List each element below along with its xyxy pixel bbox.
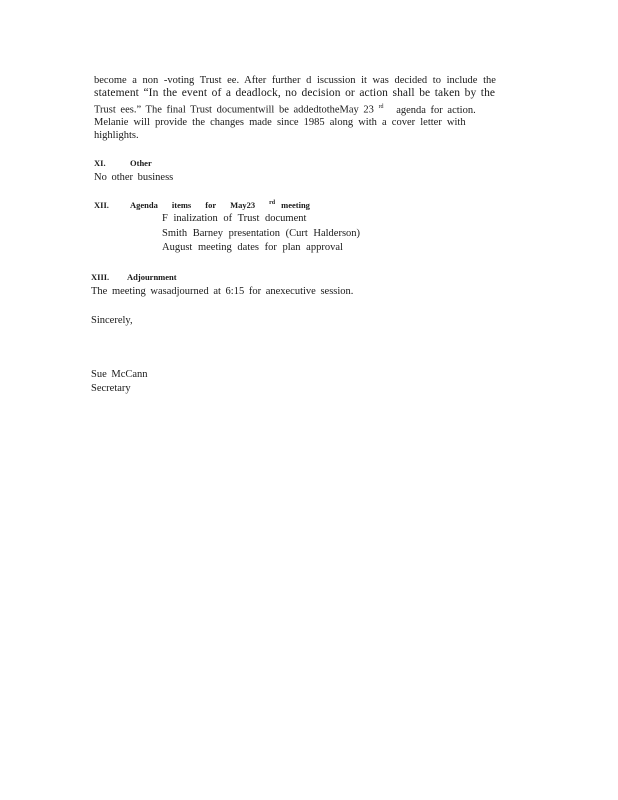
signatory-title: Secretary [91, 383, 131, 394]
paragraph-line-5: highlights. [94, 130, 139, 141]
section-xi-number: XI. [94, 158, 106, 168]
section-xiii-heading [91, 272, 177, 282]
paragraph-line-1: become a non -voting Trust ee. After further d iscussion it was decided to include the [94, 75, 496, 86]
section-xi-title: Other [130, 158, 152, 168]
section-xiii-number: XIII. [91, 272, 110, 282]
section-xii-title-e: meeting [281, 200, 310, 210]
agenda-item [146, 242, 343, 253]
paragraph-line-3-text: Trust ees.” The final Trust documentwill be addedtotheMay 23 [94, 104, 374, 116]
section-xii-title-superscript: rd [269, 200, 276, 207]
section-xii-heading [94, 200, 310, 210]
agenda-item-label: August meeting dates for plan approval [162, 242, 343, 253]
paragraph-line-3-end: agenda for action. [396, 104, 476, 116]
paragraph-line-4: Melanie will provide the changes made since 1985 along with a cover letter with [94, 117, 466, 128]
agenda-item [146, 228, 360, 239]
section-xii-title-a: Agenda [130, 200, 158, 210]
paragraph-line-3 [94, 101, 476, 117]
closing-salutation: Sincerely, [91, 315, 133, 326]
paragraph-line-3-superscript: rd [378, 104, 384, 110]
agenda-item-label: F inalization of Trust document [162, 213, 307, 224]
section-xii-title-c: for [205, 200, 217, 210]
section-xii-title-b: items [171, 200, 192, 210]
agenda-item [146, 213, 306, 224]
signatory-name: Sue McCann [91, 369, 148, 380]
section-xii-number: XII. [94, 200, 109, 210]
section-xii-title-d: May23 [230, 200, 256, 210]
section-xi-body: No other business [94, 172, 174, 183]
paragraph-line-2: statement “In the event of a deadlock, no decision or action shall be taken by the [94, 87, 496, 99]
section-xiii-body: The meeting wasadjourned at 6:15 for anexecutive session. [91, 286, 354, 297]
agenda-item-label: Smith Barney presentation (Curt Halderson) [162, 228, 361, 239]
section-xi-heading [94, 158, 152, 168]
section-xiii-title: Adjournment [127, 272, 177, 282]
